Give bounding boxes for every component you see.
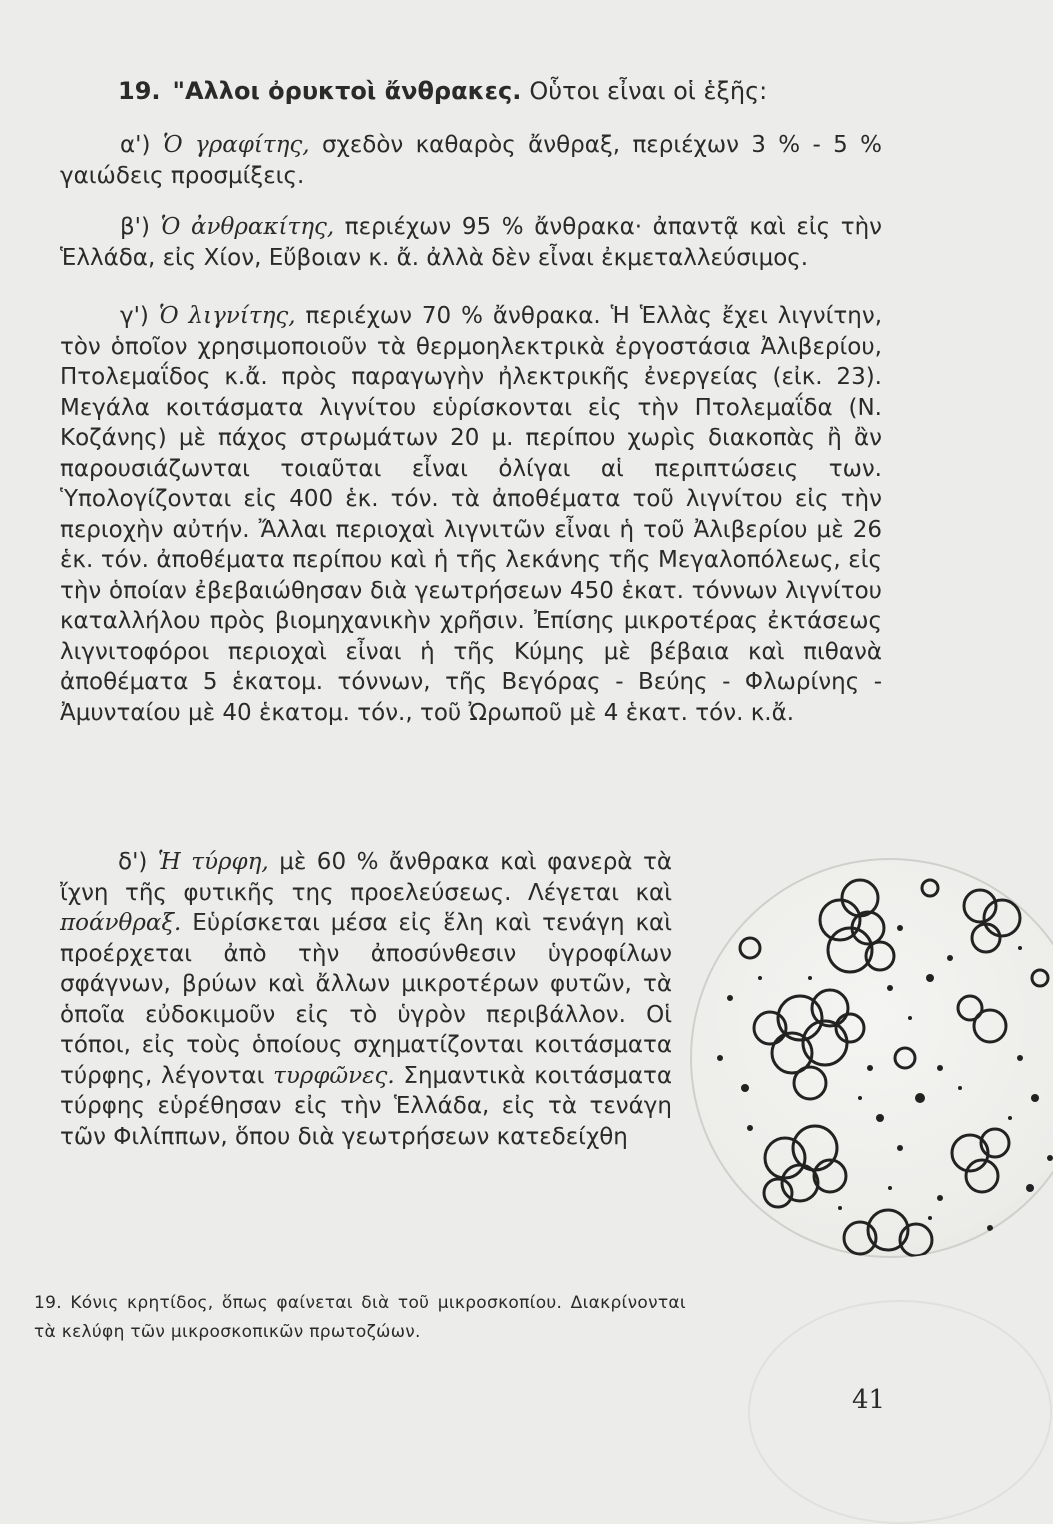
foram-shell: [952, 1129, 1009, 1192]
section-heading: [118, 74, 838, 108]
paragraph-text: σχεδὸν καθαρὸς ἄνθραξ, περιέχων 3 % - 5 % γαιώδεις προσμίξεις.: [60, 132, 883, 189]
paragraph-text: Σημαντικὰ κοιτάσματα τύρφης εὑρέθησαν εἰς τὴν Ἑλλάδα, εἰς τὰ τενάγη τῶν Φιλίππων, ὅπου διὰ γεωτρήσεων κατεδείχθη: [60, 1062, 672, 1150]
paragraph-text: μὲ 60 % ἄνθρακα καὶ φανερὰ τὰ ἴχνη τῆς φυτικῆς της προελεύσεως. Λέγεται καὶ: [60, 849, 673, 906]
paragraph-lignite: [60, 301, 882, 728]
foram-shell: [844, 1210, 932, 1256]
foram-shell: [740, 880, 1048, 1068]
item-marker: β'): [120, 214, 150, 240]
section-number: 19.: [118, 77, 161, 105]
paragraph-text: περιέχων 95 % ἄνθρακα· ἀπαντᾷ καὶ εἰς τὴν Ἑλλάδα, εἰς Χίον, Εὔβοιαν κ. ἄ. ἀλλὰ δὲν εἶναι ἐκμεταλλεύσιμος.: [60, 214, 883, 271]
term-peat: Ἡ τύρφη,: [157, 849, 269, 875]
foram-shell: [964, 890, 1020, 952]
library-stamp: [748, 1300, 1052, 1524]
term-peat-bogs: τυρφῶνες.: [273, 1062, 395, 1089]
page-number: 41: [852, 1385, 886, 1415]
item-marker: γ'): [120, 303, 149, 329]
paragraph-anthracite: [60, 212, 882, 273]
foram-shell: [958, 996, 1006, 1042]
term-poanthrax: ποάνθραξ.: [60, 910, 182, 936]
term-lignite: Ὁ λιγνίτης,: [158, 303, 296, 329]
item-marker: α'): [120, 132, 151, 158]
foram-shell: [820, 880, 894, 972]
term-anthracite: Ὁ ἀνθρακίτης,: [160, 214, 335, 240]
foram-shell: [764, 1126, 846, 1207]
paragraph-peat: [60, 847, 672, 1152]
term-graphite: Ὁ γραφίτης,: [162, 132, 310, 158]
paragraph-text: Εὑρίσκεται μέσα εἰς ἕλη καὶ τενάγη καὶ προέρχεται ἀπὸ τὴν ἀποσύνθεσιν ὑγροφίλων σφάγνων, βρύων καὶ ἄλλων μικροτέρων φυτῶν, τὰ ὁποῖα εὐδοκιμοῦν εἰς τὸ ὑγρὸν περιβάλλον. Οἱ τόποι, εἰς τοὺς ὁποίους σχηματίζονται κοιτάσματα τύρφης, λέγονται: [60, 910, 672, 1089]
paragraph-graphite: [60, 130, 882, 191]
figure-caption: 19. Κόνις κρητίδος, ὅπως φαίνεται διὰ τοῦ μικροσκοπίου. Διακρίνονται τὰ κελύφη τῶν μικροσκοπικῶν πρωτοζώων.: [34, 1293, 686, 1342]
paragraph-text: περιέχων 70 % ἄνθρακα. Ἡ Ἑλλὰς ἔχει λιγνίτην, τὸν ὁποῖον χρησιμοποιοῦν τὰ θερμοηλεκτρικὰ ἐργοστάσια Ἀλιβερίου, Πτολεμαΐδος κ.ἄ. πρὸς παραγωγὴν ἠλεκτρικῆς ἐνεργείας (εἰκ. 23). Μεγάλα κοιτάσματα λιγνίτου εὑρίσκονται εἰς τὴν Πτολεμαΐδα (Ν. Κοζάνης) μὲ πάχος στρωμάτων 20 μ. περίπου χωρὶς διακοπὰς ἢ ἂν παρουσιάζωνται τοιαῦται εἶναι ὀλίγαι αἱ περιπτώσεις των. Ὑπολογίζονται εἰς 400 ἑκ. τόν. τὰ ἀποθέματα τοῦ λιγνίτου εἰς τὴν περιοχὴν αὐτήν. Ἄλλαι περιοχαὶ λιγνιτῶν εἶναι ἡ τοῦ Ἀλιβερίου μὲ 26 ἑκ. τόν. ἀποθέματα περίπου καὶ ἡ τῆς λεκάνης τῆς Μεγαλοπόλεως, εἰς τὴν ὁποίαν ἐβεβαιώθησαν διὰ γεωτρήσεων 450 ἑκατ. τόννων λιγνίτου καταλλήλου πρὸς βιομηχανικὴν χρῆσιν. Ἐπίσης μικροτέρας ἐκτάσεως λιγνιτοφόροι περιοχαὶ εἶναι ἡ τῆς Κύμης μὲ βέβαια καὶ πιθανὰ ἀποθέματα 5 ἑκατομ. τόννων, τῆς Βεγόρας - Βεύης - Φλωρίνης - Ἀμυνταίου μὲ 40 ἑκατομ. τόν., τοῦ Ὠρωποῦ μὲ 4 ἑκατ. τόν. κ.ἄ.: [60, 303, 882, 726]
microscope-figure: [690, 858, 1053, 1258]
item-marker: δ'): [118, 849, 148, 875]
chalk-microscope-image: [690, 858, 1053, 1258]
section-intro: Οὗτοι εἶναι οἱ ἑξῆς:: [529, 77, 768, 105]
foram-shell: [754, 990, 864, 1099]
section-title: "Αλλοι ὀρυκτοὶ ἄνθρακες.: [172, 77, 522, 105]
